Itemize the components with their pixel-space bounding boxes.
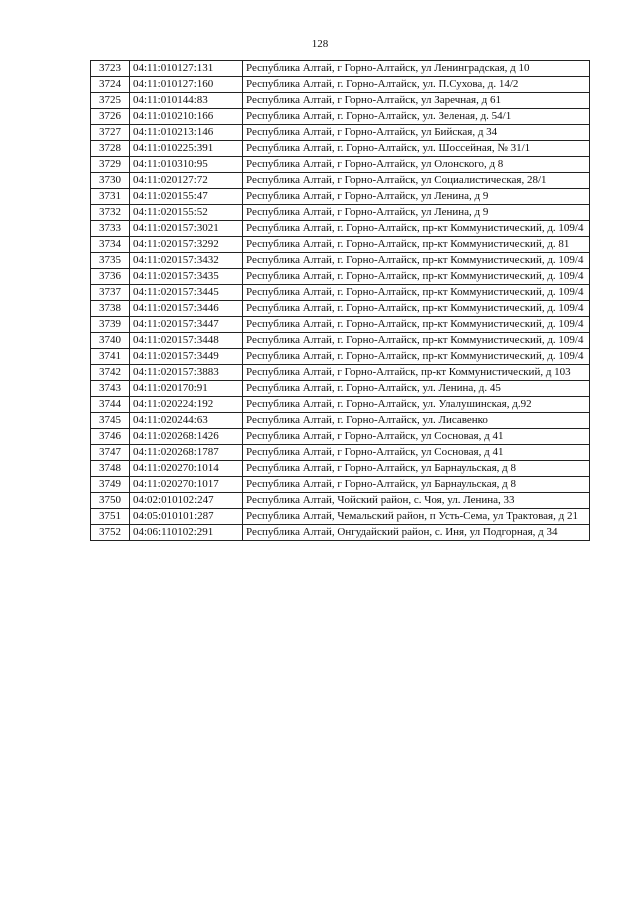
cadastral-number: 04:11:020268:1426 — [130, 429, 243, 445]
cadastral-number: 04:11:010127:131 — [130, 61, 243, 77]
row-number: 3744 — [91, 397, 130, 413]
table-row — [91, 285, 590, 301]
cadastral-number: 04:11:020157:3445 — [130, 285, 243, 301]
address: Республика Алтай, г. Горно-Алтайск, ул. Лисавенко — [243, 413, 590, 429]
cadastral-number: 04:11:020268:1787 — [130, 445, 243, 461]
cadastral-number: 04:11:010310:95 — [130, 157, 243, 173]
cadastral-number: 04:11:020155:47 — [130, 189, 243, 205]
address: Республика Алтай, Чойский район, с. Чоя, ул. Ленина, 33 — [243, 493, 590, 509]
table-row — [91, 349, 590, 365]
row-number: 3726 — [91, 109, 130, 125]
cadastral-number: 04:11:020155:52 — [130, 205, 243, 221]
row-number: 3739 — [91, 317, 130, 333]
table-row — [91, 413, 590, 429]
address: Республика Алтай, г Горно-Алтайск, ул Заречная, д 61 — [243, 93, 590, 109]
table-row — [91, 365, 590, 381]
address: Республика Алтай, Онгудайский район, с. Иня, ул Подгорная, д 34 — [243, 525, 590, 541]
row-number: 3736 — [91, 269, 130, 285]
row-number: 3738 — [91, 301, 130, 317]
row-number: 3735 — [91, 253, 130, 269]
cadastral-number: 04:06:110102:291 — [130, 525, 243, 541]
address: Республика Алтай, г Горно-Алтайск, ул Социалистическая, 28/1 — [243, 173, 590, 189]
table-row — [91, 461, 590, 477]
cadastral-number: 04:11:020157:3435 — [130, 269, 243, 285]
row-number: 3752 — [91, 525, 130, 541]
table-row — [91, 141, 590, 157]
row-number: 3740 — [91, 333, 130, 349]
table-row — [91, 157, 590, 173]
cadastral-number: 04:11:010213:146 — [130, 125, 243, 141]
row-number: 3745 — [91, 413, 130, 429]
table-row — [91, 301, 590, 317]
table-row — [91, 477, 590, 493]
address: Республика Алтай, г. Горно-Алтайск, пр-кт Коммунистический, д. 109/4 — [243, 333, 590, 349]
cadastral-number: 04:02:010102:247 — [130, 493, 243, 509]
address: Республика Алтай, г. Горно-Алтайск, пр-кт Коммунистический, д. 109/4 — [243, 269, 590, 285]
table-row — [91, 397, 590, 413]
cadastral-number: 04:11:020270:1014 — [130, 461, 243, 477]
cadastral-number: 04:11:010210:166 — [130, 109, 243, 125]
address: Республика Алтай, г Горно-Алтайск, ул Барнаульская, д 8 — [243, 477, 590, 493]
table-row — [91, 429, 590, 445]
row-number: 3748 — [91, 461, 130, 477]
address: Республика Алтай, г Горно-Алтайск, ул Ленинградская, д 10 — [243, 61, 590, 77]
address: Республика Алтай, г Горно-Алтайск, ул Ленина, д 9 — [243, 189, 590, 205]
table-row — [91, 333, 590, 349]
table-row — [91, 509, 590, 525]
address: Республика Алтай, г Горно-Алтайск, ул Бийская, д 34 — [243, 125, 590, 141]
registry-table — [90, 60, 590, 541]
row-number: 3737 — [91, 285, 130, 301]
cadastral-number: 04:11:020157:3292 — [130, 237, 243, 253]
cadastral-number: 04:11:020157:3446 — [130, 301, 243, 317]
address: Республика Алтай, г. Горно-Алтайск, ул. Улалушинская, д.92 — [243, 397, 590, 413]
cadastral-number: 04:05:010101:287 — [130, 509, 243, 525]
row-number: 3723 — [91, 61, 130, 77]
cadastral-number: 04:11:010127:160 — [130, 77, 243, 93]
address: Республика Алтай, г. Горно-Алтайск, ул. Ленина, д. 45 — [243, 381, 590, 397]
cadastral-number: 04:11:020244:63 — [130, 413, 243, 429]
cadastral-number: 04:11:020157:3021 — [130, 221, 243, 237]
table-row — [91, 61, 590, 77]
address: Республика Алтай, г. Горно-Алтайск, ул. Шоссейная, № 31/1 — [243, 141, 590, 157]
registry-table-body — [91, 61, 590, 541]
row-number: 3725 — [91, 93, 130, 109]
table-row — [91, 237, 590, 253]
table-row — [91, 189, 590, 205]
address: Республика Алтай, г Горно-Алтайск, ул Олонского, д 8 — [243, 157, 590, 173]
address: Республика Алтай, г. Горно-Алтайск, пр-кт Коммунистический, д. 81 — [243, 237, 590, 253]
row-number: 3724 — [91, 77, 130, 93]
table-row — [91, 381, 590, 397]
cadastral-number: 04:11:010144:83 — [130, 93, 243, 109]
row-number: 3732 — [91, 205, 130, 221]
address: Республика Алтай, г Горно-Алтайск, ул Сосновая, д 41 — [243, 429, 590, 445]
row-number: 3750 — [91, 493, 130, 509]
table-row — [91, 525, 590, 541]
cadastral-number: 04:11:020157:3432 — [130, 253, 243, 269]
row-number: 3729 — [91, 157, 130, 173]
address: Республика Алтай, г Горно-Алтайск, ул Ленина, д 9 — [243, 205, 590, 221]
address: Республика Алтай, г. Горно-Алтайск, пр-кт Коммунистический, д. 109/4 — [243, 349, 590, 365]
table-row — [91, 205, 590, 221]
row-number: 3742 — [91, 365, 130, 381]
table-row — [91, 493, 590, 509]
table-row — [91, 109, 590, 125]
address: Республика Алтай, г. Горно-Алтайск, пр-кт Коммунистический, д. 109/4 — [243, 253, 590, 269]
row-number: 3746 — [91, 429, 130, 445]
address: Республика Алтай, г. Горно-Алтайск, ул. Зеленая, д. 54/1 — [243, 109, 590, 125]
cadastral-number: 04:11:020270:1017 — [130, 477, 243, 493]
row-number: 3751 — [91, 509, 130, 525]
page-number: 128 — [311, 38, 329, 50]
row-number: 3733 — [91, 221, 130, 237]
address: Республика Алтай, г. Горно-Алтайск, пр-кт Коммунистический, д. 109/4 — [243, 221, 590, 237]
row-number: 3727 — [91, 125, 130, 141]
cadastral-number: 04:11:020157:3449 — [130, 349, 243, 365]
row-number: 3741 — [91, 349, 130, 365]
cadastral-number: 04:11:020157:3447 — [130, 317, 243, 333]
cadastral-number: 04:11:020157:3883 — [130, 365, 243, 381]
address: Республика Алтай, г Горно-Алтайск, пр-кт Коммунистический, д 103 — [243, 365, 590, 381]
table-row — [91, 173, 590, 189]
row-number: 3749 — [91, 477, 130, 493]
table-row — [91, 221, 590, 237]
address: Республика Алтай, г. Горно-Алтайск, пр-кт Коммунистический, д. 109/4 — [243, 285, 590, 301]
table-row — [91, 93, 590, 109]
row-number: 3743 — [91, 381, 130, 397]
cadastral-number: 04:11:020127:72 — [130, 173, 243, 189]
row-number: 3731 — [91, 189, 130, 205]
table-row — [91, 445, 590, 461]
row-number: 3747 — [91, 445, 130, 461]
row-number: 3728 — [91, 141, 130, 157]
row-number: 3730 — [91, 173, 130, 189]
table-row — [91, 125, 590, 141]
address: Республика Алтай, Чемальский район, п Усть-Сема, ул Трактовая, д 21 — [243, 509, 590, 525]
table-row — [91, 317, 590, 333]
table-row — [91, 253, 590, 269]
cadastral-number: 04:11:020170:91 — [130, 381, 243, 397]
address: Республика Алтай, г Горно-Алтайск, ул Барнаульская, д 8 — [243, 461, 590, 477]
cadastral-number: 04:11:010225:391 — [130, 141, 243, 157]
address: Республика Алтай, г Горно-Алтайск, ул Сосновая, д 41 — [243, 445, 590, 461]
row-number: 3734 — [91, 237, 130, 253]
table-row — [91, 269, 590, 285]
address: Республика Алтай, г. Горно-Алтайск, пр-кт Коммунистический, д. 109/4 — [243, 317, 590, 333]
table-row — [91, 77, 590, 93]
address: Республика Алтай, г. Горно-Алтайск, пр-кт Коммунистический, д. 109/4 — [243, 301, 590, 317]
cadastral-number: 04:11:020157:3448 — [130, 333, 243, 349]
cadastral-number: 04:11:020224:192 — [130, 397, 243, 413]
address: Республика Алтай, г. Горно-Алтайск, ул. П.Сухова, д. 14/2 — [243, 77, 590, 93]
